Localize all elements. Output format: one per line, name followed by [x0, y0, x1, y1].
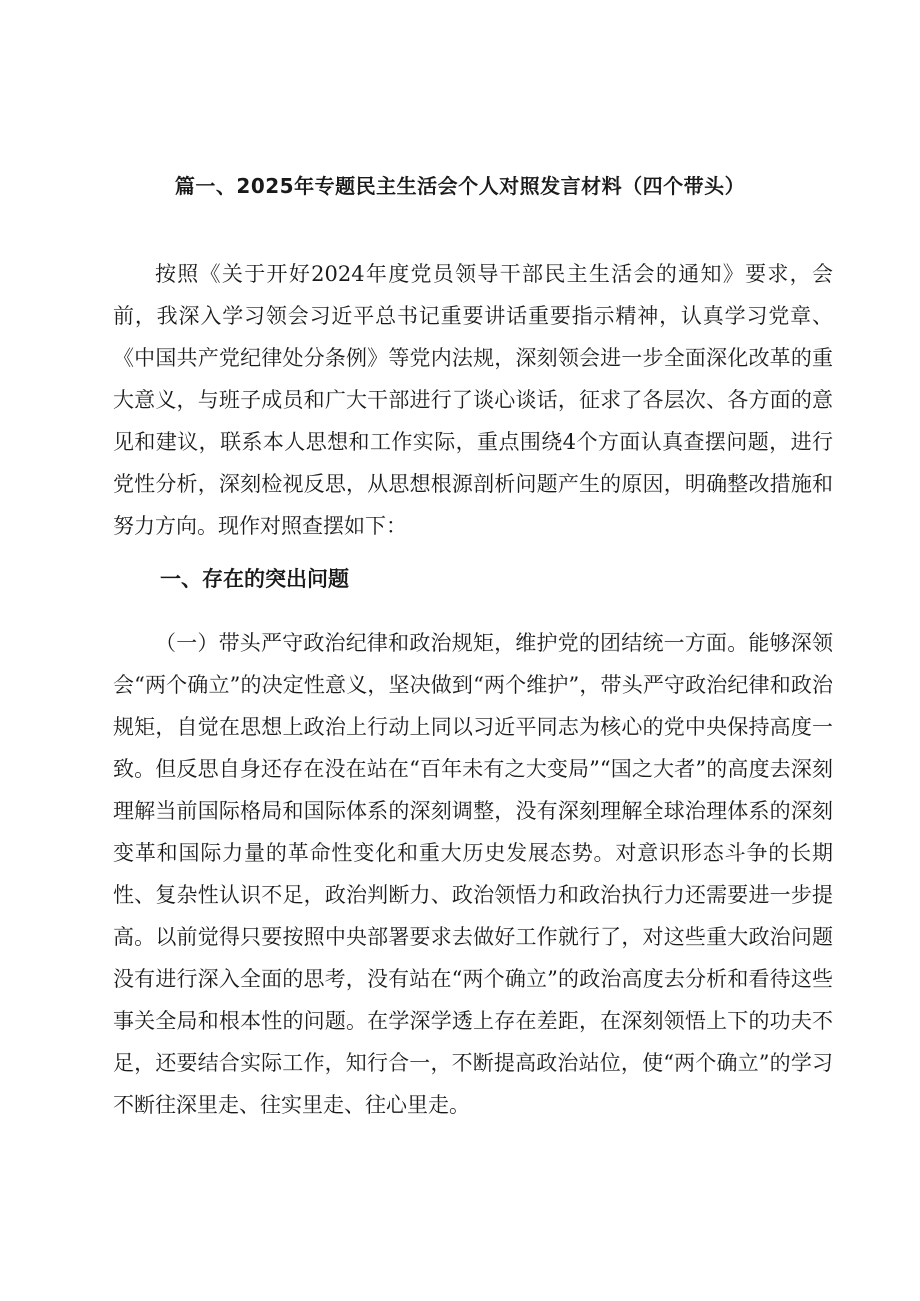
- section-paragraph: （一）带头严守政治纪律和政治规矩，维护党的团结统一方面。能够深领会“两个确立”的决定性意义，坚决做到“两个维护”，带头严守政治纪律和政治规矩，自觉在思想上政治上行动上同以习近平同志为核心的党中央保持高度一致。但反思自身还存在没在站在“百年未有之大变局”“国之大者”的高度去深刻理解当前国际格局和国际体系的深刻调整，没有深刻理解全球治理体系的深刻变革和国际力量的革命性变化和重大历史发展态势。对意识形态斗争的长期性、复杂性认识不足，政治判断力、政治领悟力和政治执行力还需要进一步提高。以前觉得只要按照中央部署要求去做好工作就行了，对这些重大政治问题没有进行深入全面的思考，没有站在“两个确立”的政治高度去分析和看待这些事关全局和根本性的问题。在学深学透上存在差距，在深刻领悟上下的功夫不足，还要结合实际工作，知行合一，不断提高政治站位，使“两个确立”的学习不断往深里走、往实里走、往心里走。: [113, 631, 833, 1117]
- document-title: 篇一、2025年专题民主生活会个人对照发言材料（四个带头）: [174, 174, 746, 198]
- section-heading: 一、存在的突出问题: [160, 567, 349, 591]
- intro-paragraph: 按照《关于开好2024年度党员领导干部民主生活会的通知》要求，会前，我深入学习领会习近平总书记重要讲话重要指示精神，认真学习党章、《中国共产党纪律处分条例》等党内法规，深刻领会进一步全面深化改革的重大意义，与班子成员和广大干部进行了谈心谈话，征求了各层次、各方面的意见和建议，联系本人思想和工作实际，重点围绕4个方面认真查摆问题，进行党性分析，深刻检视反思，从思想根源剖析问题产生的原因，明确整改措施和努力方向。现作对照查摆如下：: [113, 262, 833, 538]
